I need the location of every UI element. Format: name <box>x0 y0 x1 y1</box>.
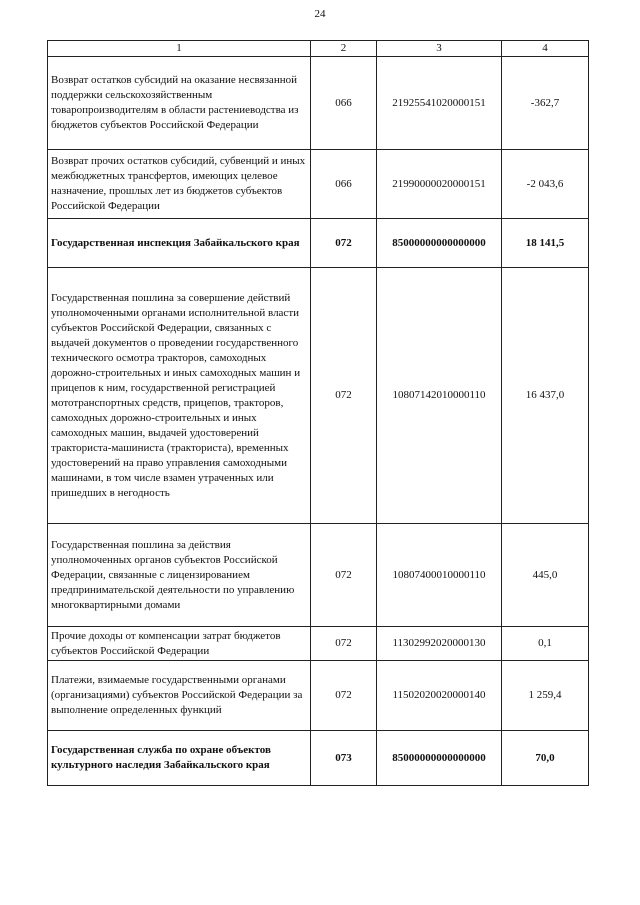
row-admin-code: 072 <box>311 661 377 731</box>
row-name: Прочие доходы от компенсации затрат бюджетов субъектов Российской Федерации <box>48 627 311 661</box>
row-budget-code: 21925541020000151 <box>377 57 502 150</box>
revenue-table <box>47 40 589 786</box>
row-admin-code: 072 <box>311 627 377 661</box>
row-name: Возврат остатков субсидий на оказание несвязанной поддержки сельскохозяйственным товаропроизводителям в области растениеводства из бюджетов субъектов Российской Федерации <box>48 57 311 150</box>
row-amount: 70,0 <box>502 731 589 786</box>
column-header-3: 3 <box>377 41 502 57</box>
table-row <box>48 150 589 219</box>
row-amount: 0,1 <box>502 627 589 661</box>
table-row <box>48 661 589 731</box>
row-amount: -362,7 <box>502 57 589 150</box>
page-number: 24 <box>314 8 326 20</box>
row-admin-code: 072 <box>311 268 377 524</box>
row-amount: 18 141,5 <box>502 219 589 268</box>
table-header-row <box>48 41 589 57</box>
row-name: Государственная пошлина за действия уполномоченных органов субъектов Российской Федерации, связанные с лицензированием предпринимательской деятельности по управлению многоквартирными домами <box>48 524 311 627</box>
row-name: Платежи, взимаемые государственными органами (организациями) субъектов Российской Федерации за выполнение определенных функций <box>48 661 311 731</box>
row-budget-code: 11302992020000130 <box>377 627 502 661</box>
row-budget-code: 10807400010000110 <box>377 524 502 627</box>
row-budget-code: 21990000020000151 <box>377 150 502 219</box>
table-row <box>48 268 589 524</box>
table-row <box>48 57 589 150</box>
row-amount: 16 437,0 <box>502 268 589 524</box>
table-row <box>48 731 589 786</box>
row-budget-code: 85000000000000000 <box>377 219 502 268</box>
row-name: Возврат прочих остатков субсидий, субвенций и иных межбюджетных трансфертов, имеющих целевое назначение, прошлых лет из бюджетов субъектов Российской Федерации <box>48 150 311 219</box>
column-header-4: 4 <box>502 41 589 57</box>
column-header-1: 1 <box>48 41 311 57</box>
row-name: Государственная инспекция Забайкальского края <box>48 219 311 268</box>
table-row <box>48 524 589 627</box>
row-amount: -2 043,6 <box>502 150 589 219</box>
row-budget-code: 85000000000000000 <box>377 731 502 786</box>
row-admin-code: 073 <box>311 731 377 786</box>
row-amount: 1 259,4 <box>502 661 589 731</box>
row-name: Государственная пошлина за совершение действий уполномоченными органами исполнительной власти субъектов Российской Федерации, связанных с выдачей документов о проведении государственного технического осмотра тракторов, самоходных дорожно-строительных и иных самоходных машин и прицепов к ним, государственной регистрацией мототранспортных средств, прицепов, тракторов, самоходных дорожно-строительных и иных самоходных машин, выдачей удостоверений тракториста-машиниста (тракториста), временных удостоверений на право управления самоходными машинами, в том числе взамен утраченных или пришедших в негодность <box>48 268 311 524</box>
row-admin-code: 072 <box>311 219 377 268</box>
row-budget-code: 11502020020000140 <box>377 661 502 731</box>
row-budget-code: 10807142010000110 <box>377 268 502 524</box>
table-row <box>48 219 589 268</box>
row-admin-code: 072 <box>311 524 377 627</box>
row-name: Государственная служба по охране объектов культурного наследия Забайкальского края <box>48 731 311 786</box>
row-admin-code: 066 <box>311 57 377 150</box>
row-admin-code: 066 <box>311 150 377 219</box>
column-header-2: 2 <box>311 41 377 57</box>
table-row <box>48 627 589 661</box>
row-amount: 445,0 <box>502 524 589 627</box>
